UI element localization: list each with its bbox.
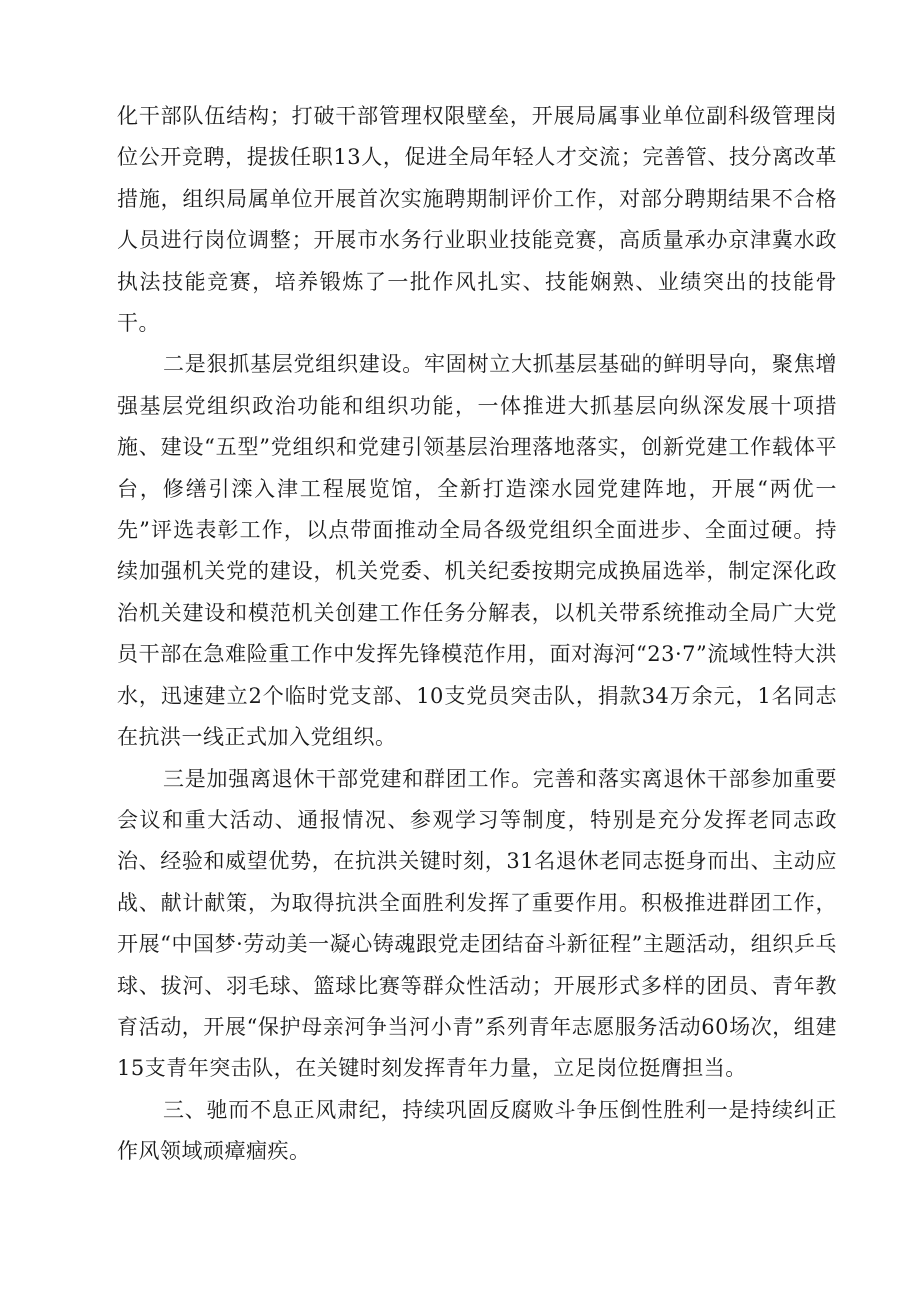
paragraph-grassroots-party-building: 二是狠抓基层党组织建设。牢固树立大抓基层基础的鲜明导向，聚焦增强基层党组织政治功能和组织功能，一体推进大抓基层向纵深发展十项措施、建设“五型”党组织和党建引领基层治理落地落实，创新党建工作载体平台，修缮引滦入津工程展览馆，全新打造滦水园党建阵地，开展“两优一先”评选表彰工作，以点带面推动全局各级党组织全面进步、全面过硬。持续加强机关党的建设，机关党委、机关纪委按期完成换届选举，制定深化政治机关建设和模范机关创建工作任务分解表，以机关带系统推动全局广大党员干部在急难险重工作中发挥先锋模范作用，面对海河“23·7”流域性特大洪水，迅速建立2个临时党支部、10支党员突击队，捐款34万余元，1名同志在抗洪一线正式加入党组织。 bbox=[117, 352, 837, 750]
paragraph-section-three-heading: 三、驰而不息正风肃纪，持续巩固反腐败斗争压倒性胜利一是持续纠正作风领域顽瘴痼疾。 bbox=[117, 1097, 837, 1164]
document-page bbox=[117, 96, 837, 1173]
paragraph-cadre-structure: 化干部队伍结构；打破干部管理权限壁垒，开展局属事业单位副科级管理岗位公开竞聘，提拔任职13人，促进全局年轻人才交流；完善管、技分离改革措施，组织局属单位开展首次实施聘期制评价工作，对部分聘期结果不合格人员进行岗位调整；开展市水务行业职业技能竞赛，高质量承办京津冀水政执法技能竞赛，培养锻炼了一批作风扎实、技能娴熟、业绩突出的技能骨干。 bbox=[117, 104, 837, 336]
paragraph-retired-cadres-and-mass-work: 三是加强离退休干部党建和群团工作。完善和落实离退休干部参加重要会议和重大活动、通报情况、参观学习等制度，特别是充分发挥老同志政治、经验和威望优势，在抗洪关键时刻，31名退休老同志挺身而出、主动应战、献计献策，为取得抗洪全面胜利发挥了重要作用。积极推进群团工作，开展“中国梦·劳动美一凝心铸魂跟党走团结奋斗新征程”主题活动，组织乒乓球、拔河、羽毛球、篮球比赛等群众性活动；开展形式多样的团员、青年教育活动，开展“保护母亲河争当河小青”系列青年志愿服务活动60场次，组建15支青年突击队，在关键时刻发挥青年力量，立足岗位挺膺担当。 bbox=[117, 766, 837, 1081]
